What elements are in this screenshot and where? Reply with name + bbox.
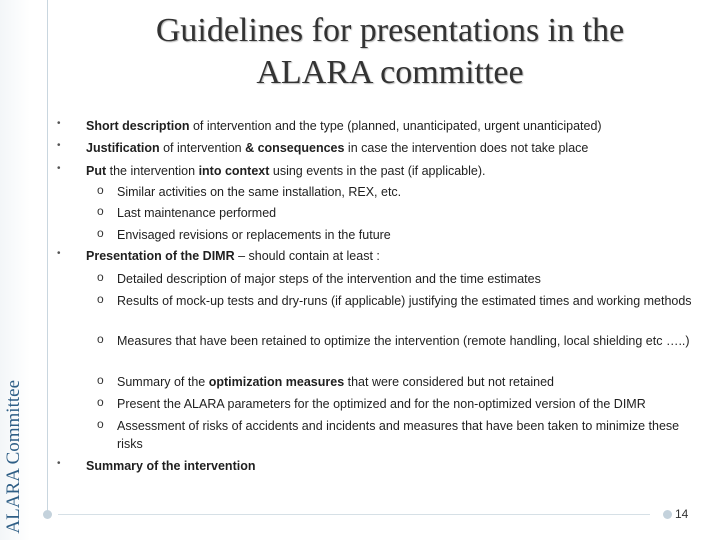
bullet-marker: • [57,140,61,151]
bullet-item [86,162,686,180]
bold-text: optimization measures [208,375,345,389]
text-run: that were considered but not retained [344,375,555,389]
text-run: Detailed description of major steps of the intervention and the time estimates [117,272,541,286]
bullet-item [86,247,686,265]
text-run: of intervention [159,141,246,155]
sub-bullet-marker: o [97,332,104,346]
sub-bullet-item [117,270,692,288]
bold-text: Justification [86,141,160,155]
page-number: 14 [675,507,689,521]
vertical-rule [47,0,48,515]
sub-bullet-item [117,395,692,413]
sub-bullet-item [117,204,692,222]
bold-text: Put [86,164,107,178]
text-run: the intervention [106,164,199,178]
text-run: Envisaged revisions or replacements in the future [117,228,391,242]
bullet-marker: • [57,118,61,129]
text-run: Results of mock-up tests and dry-runs (if applicable) justifying the estimated times and working methods [117,294,692,308]
text-run: – should contain at least : [234,249,380,263]
right-dot-ornament [663,510,672,519]
bullet-marker: • [57,458,61,469]
bullet-marker: • [57,248,61,259]
slide-title: Guidelines for presentations in the ALARA committee [155,12,625,91]
text-run: Similar activities on the same installation, REX, etc. [117,185,402,199]
text-run: using events in the past (if applicable). [269,164,486,178]
bold-text: & consequences [245,141,345,155]
sub-bullet-marker: o [97,373,104,387]
sub-bullet-item [117,417,692,453]
sub-bullet-marker: o [97,292,104,306]
bold-text: Presentation of the DIMR [86,249,235,263]
text-run: Assessment of risks of accidents and incidents and measures that have been taken to minimize these risks [117,419,680,451]
bullet-item [86,139,686,157]
side-label: ALARA Committee [3,380,24,534]
footer-rule [58,514,650,515]
text-run: Present the ALARA parameters for the optimized and for the non-optimized version of the DIMR [117,397,646,411]
bullet-item [86,117,686,135]
text-run: of intervention and the type (planned, unanticipated, urgent unanticipated) [189,119,602,133]
sub-bullet-item [117,183,692,201]
sub-bullet-item [117,373,692,391]
sub-bullet-marker: o [97,226,104,240]
bullet-marker: • [57,163,61,174]
sub-bullet-marker: o [97,183,104,197]
bold-text: Summary of the intervention [86,459,256,473]
sub-bullet-item [117,226,692,244]
sub-bullet-marker: o [97,270,104,284]
bold-text: into context [198,164,270,178]
text-run: Measures that have been retained to optimize the intervention (remote handling, local shielding etc …..) [117,334,690,348]
text-run: Last maintenance performed [117,206,277,220]
text-run: Summary of the [117,375,209,389]
sub-bullet-marker: o [97,417,104,431]
bullet-item [86,457,686,475]
sub-bullet-marker: o [97,395,104,409]
sub-bullet-marker: o [97,204,104,218]
bold-text: Short description [86,119,190,133]
sub-bullet-item [117,292,692,310]
sub-bullet-item [117,332,692,350]
left-dot-ornament [43,510,52,519]
text-run: in case the intervention does not take place [344,141,589,155]
